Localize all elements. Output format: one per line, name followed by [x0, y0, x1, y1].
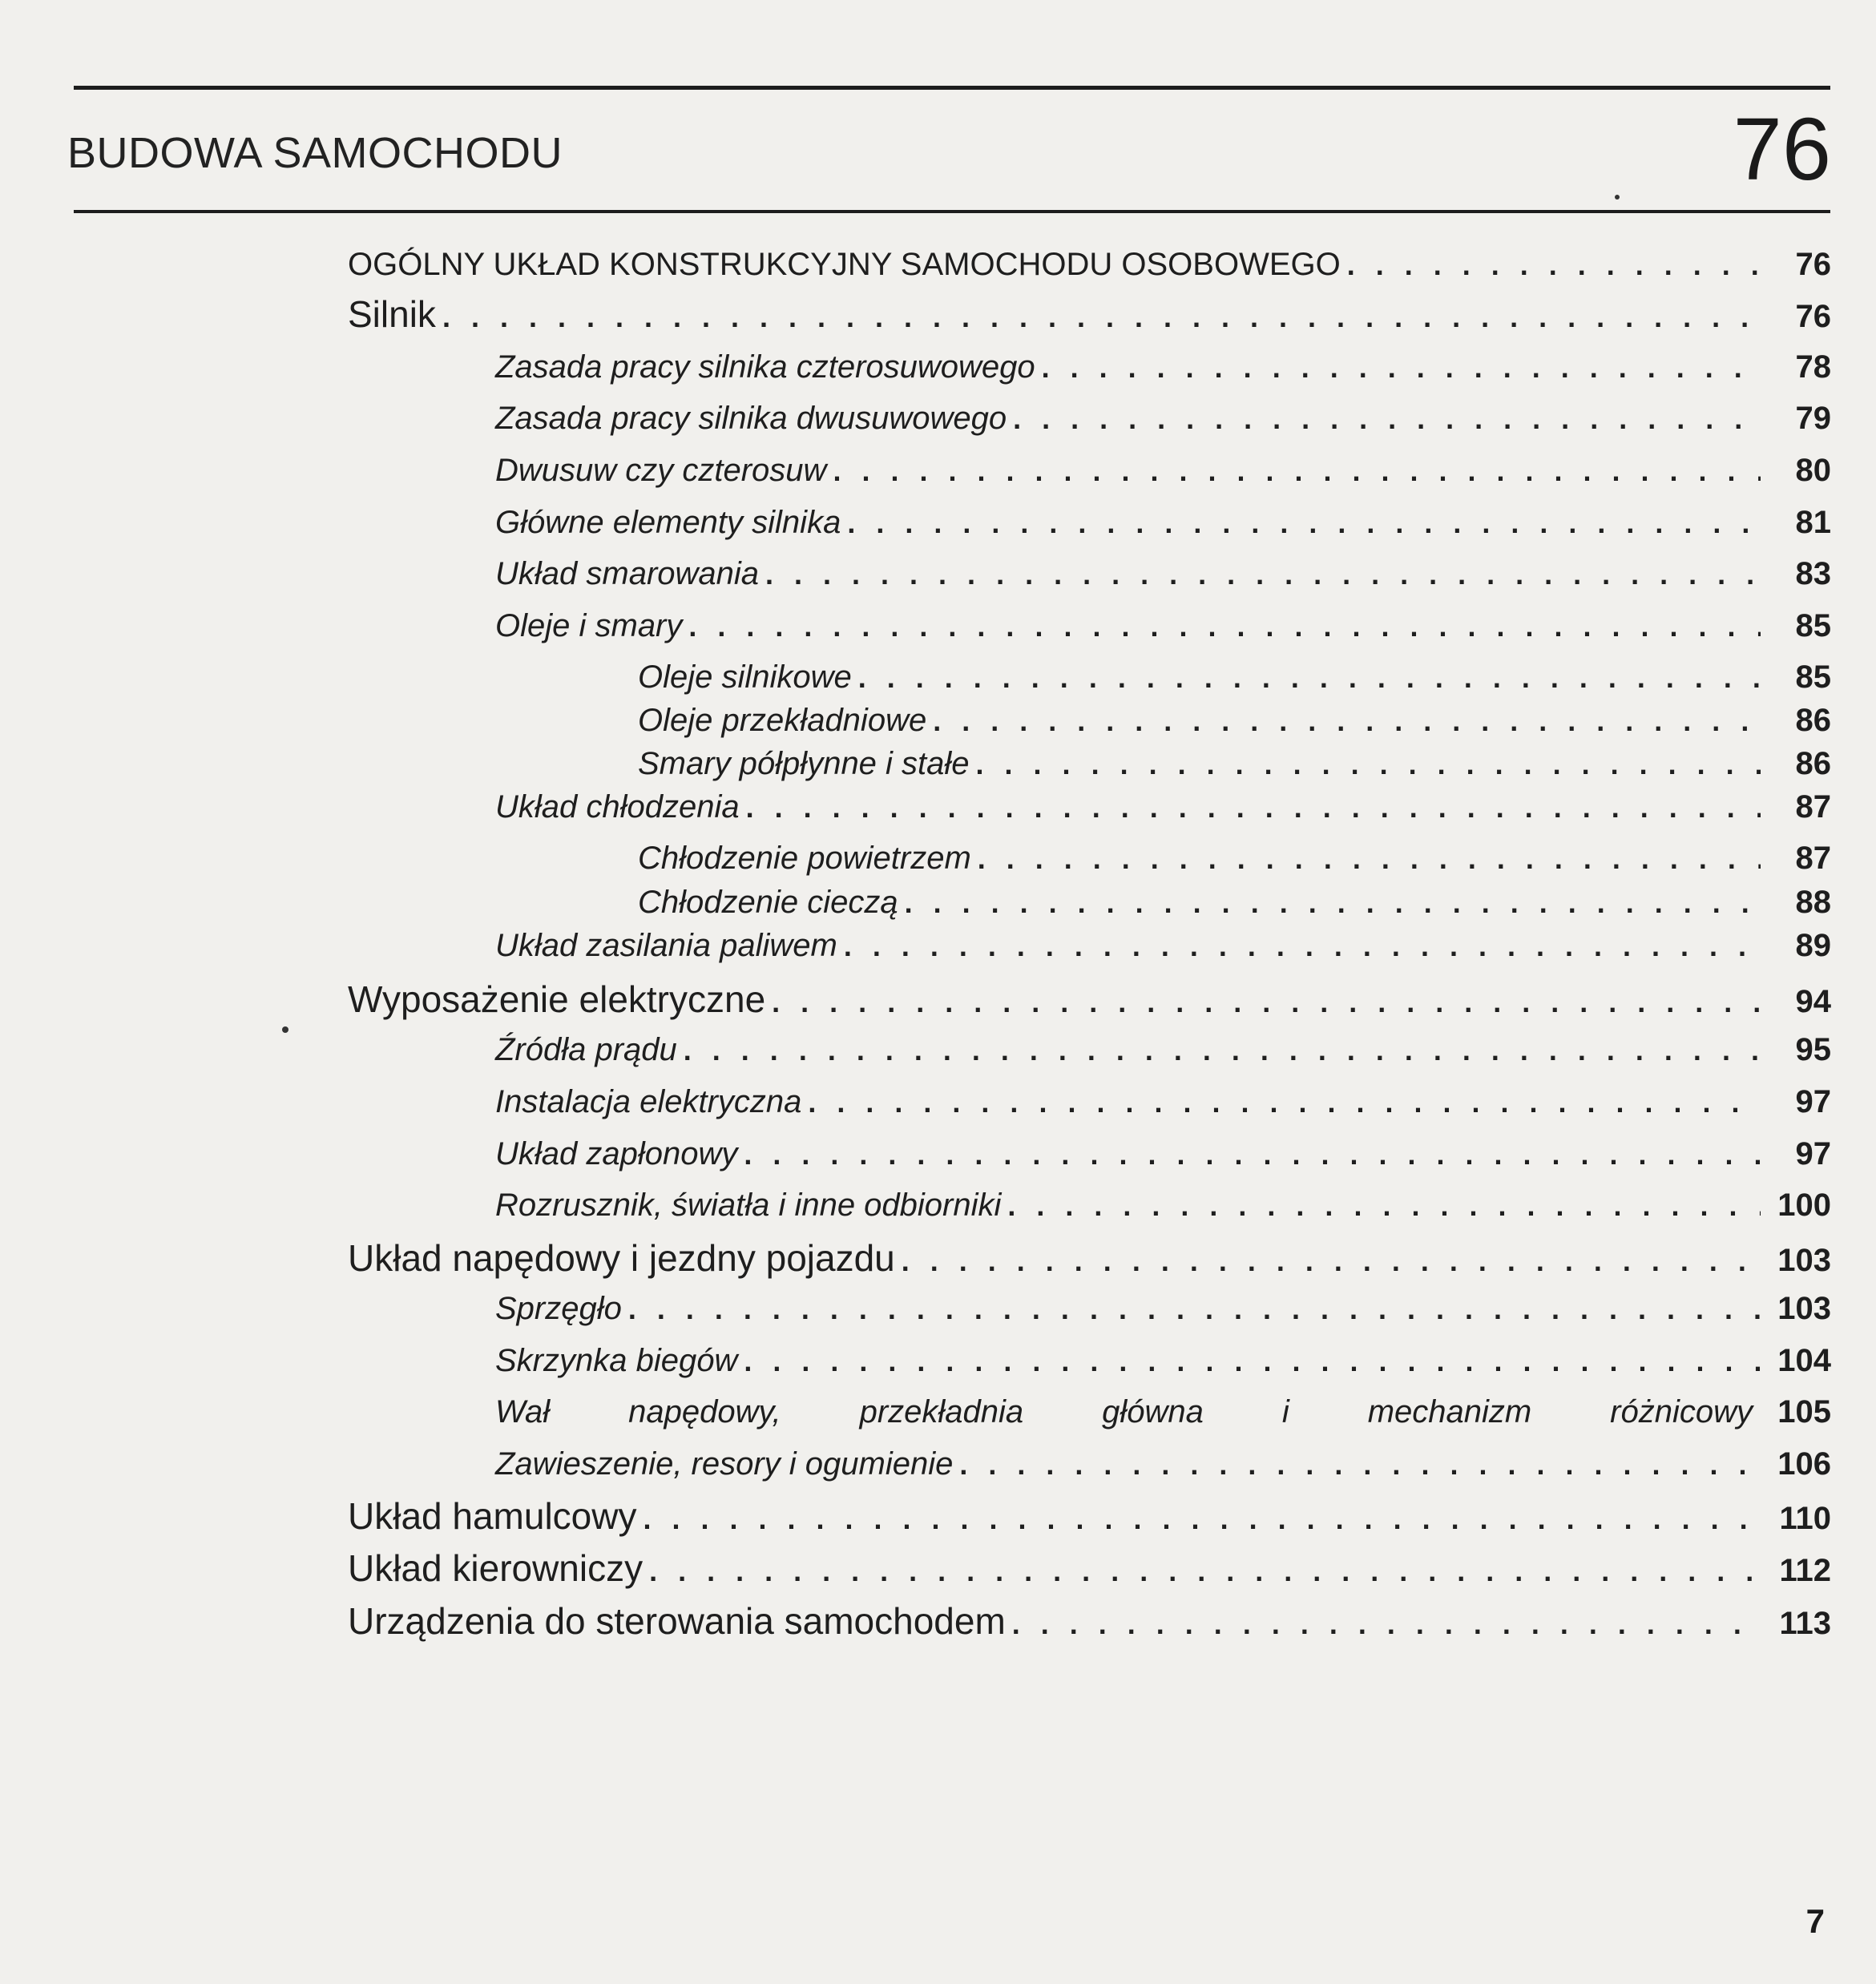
toc-word: i: [1281, 1394, 1289, 1430]
toc-entry: [348, 292, 1831, 336]
toc-entry: [495, 789, 1831, 825]
toc-entry-page: 100: [1777, 1188, 1831, 1223]
toc-word: główna: [1102, 1394, 1204, 1430]
toc-entry-page: 85: [1795, 659, 1831, 695]
dot-leader: [643, 1502, 1761, 1536]
toc-entry: [348, 1546, 1831, 1590]
toc-entry: [495, 1188, 1831, 1224]
toc-entry-page: 104: [1777, 1343, 1831, 1378]
section-title: BUDOWA SAMOCHODU: [67, 129, 563, 177]
toc-entry-page: 86: [1795, 703, 1831, 738]
toc-entry-title: Chłodzenie powietrzem: [638, 841, 971, 876]
dot-leader: [1013, 402, 1761, 436]
toc-entry: [495, 453, 1831, 489]
toc-entry-title: Układ smarowania: [495, 556, 760, 591]
toc-entry-title: Oleje przekładniowe: [638, 703, 927, 738]
toc-entry-page: 105: [1777, 1394, 1831, 1430]
toc-entry-title: Zasada pracy silnika dwusuwowego: [495, 401, 1007, 436]
toc-entry: [638, 659, 1831, 696]
toc-word: mechanizm: [1367, 1394, 1532, 1430]
toc-entry-title: OGÓLNY UKŁAD KONSTRUKCYJNY SAMOCHODU OSOBOWEGO: [348, 247, 1341, 282]
dot-leader: [976, 748, 1761, 781]
toc-word: przekładnia: [859, 1394, 1024, 1430]
toc-entry: [638, 703, 1831, 739]
toc-entry-page: 81: [1795, 505, 1831, 540]
print-speck: [1615, 195, 1620, 200]
toc-entry: [495, 349, 1831, 385]
toc-entry-page: 83: [1795, 556, 1831, 591]
toc-entry: [348, 1494, 1831, 1538]
toc-entry: [495, 505, 1831, 541]
toc-entry: [638, 746, 1831, 782]
dot-leader: [744, 1345, 1761, 1378]
dot-leader: [442, 300, 1761, 334]
dot-leader: [933, 704, 1761, 738]
dot-leader: [772, 986, 1761, 1019]
dot-leader: [1007, 1189, 1761, 1223]
toc-entry-page: 80: [1795, 453, 1831, 488]
toc-word: różnicowy: [1610, 1394, 1753, 1430]
toc-entry-page: 113: [1779, 1606, 1831, 1641]
header-bottom-rule: [74, 210, 1830, 213]
toc-entry-page: 97: [1795, 1136, 1831, 1171]
toc-entry-title: Dwusuw czy czterosuw: [495, 453, 827, 488]
dot-leader: [628, 1292, 1761, 1326]
dot-leader: [833, 454, 1761, 488]
toc-entry: [495, 1136, 1831, 1172]
toc-entry-title: Układ chłodzenia: [495, 789, 740, 825]
dot-leader: [847, 506, 1761, 540]
dot-leader: [978, 842, 1761, 876]
dot-leader: [1042, 351, 1761, 385]
dot-leader: [746, 791, 1761, 825]
dot-leader: [684, 1034, 1761, 1067]
toc-entry: [495, 608, 1831, 644]
toc-entry: [495, 401, 1831, 437]
toc-entry-title: Sprzęgło: [495, 1291, 622, 1326]
toc-entry: [495, 556, 1831, 592]
toc-entry-title: Układ kierowniczy: [348, 1547, 643, 1589]
toc-entry-page: 112: [1779, 1553, 1831, 1588]
toc-entry-page: 86: [1795, 746, 1831, 781]
toc-entry-page: 103: [1777, 1291, 1831, 1326]
toc-entry-page: 94: [1795, 984, 1831, 1019]
dot-leader: [844, 929, 1761, 963]
toc-entry-title: Silnik: [348, 293, 436, 335]
toc-entry-title: Oleje silnikowe: [638, 659, 852, 695]
page-folio: 7: [1805, 1902, 1825, 1940]
toc-entry-title: Chłodzenie cieczą: [638, 885, 898, 920]
toc-entry-title: Układ zasilania paliwem: [495, 928, 837, 963]
toc-entry-title: Zawieszenie, resory i ogumienie: [495, 1446, 954, 1482]
toc-entry: [495, 1446, 1831, 1482]
dot-leader: [1012, 1607, 1761, 1641]
toc-entry: [495, 1343, 1831, 1379]
dot-leader: [905, 886, 1761, 920]
toc-entry: [495, 1084, 1831, 1120]
toc-entry-title: Główne elementy silnika: [495, 505, 841, 540]
header-top-rule: [74, 86, 1830, 90]
toc-entry-title: Źródła prądu: [495, 1032, 677, 1067]
toc-entry: [495, 928, 1831, 964]
toc-entry: [348, 1599, 1831, 1643]
toc-entry-page: 103: [1777, 1243, 1831, 1278]
toc-entry-page: 110: [1779, 1501, 1831, 1536]
dot-leader: [744, 1138, 1761, 1171]
toc-entry-title: Zasada pracy silnika czterosuwowego: [495, 349, 1035, 385]
toc-entry-title: Smary półpłynne i stałe: [638, 746, 970, 781]
toc-entry: [348, 978, 1831, 1021]
dot-leader: [959, 1448, 1761, 1482]
toc-entry-page: 106: [1777, 1446, 1831, 1482]
toc-entry-page: 79: [1795, 401, 1831, 436]
toc-entry: [348, 247, 1831, 283]
toc-entry-justified: [495, 1394, 1831, 1430]
dot-leader: [765, 558, 1761, 591]
toc-entry-title: Układ zapłonowy: [495, 1136, 738, 1171]
toc-entry-title: Wyposażenie elektryczne: [348, 978, 766, 1020]
toc-entry-title: [495, 1394, 1753, 1430]
toc-entry-page: 78: [1795, 349, 1831, 385]
toc-word: napędowy,: [628, 1394, 781, 1430]
section-page-number: 76: [1733, 100, 1831, 199]
toc-entry: [495, 1032, 1831, 1068]
toc-entry-page: 95: [1795, 1032, 1831, 1067]
dot-leader: [858, 661, 1761, 695]
print-speck: [282, 1026, 288, 1033]
dot-leader: [808, 1086, 1761, 1119]
toc-entry-title: Instalacja elektryczna: [495, 1084, 802, 1119]
toc-entry: [348, 1236, 1831, 1280]
toc-entry: [638, 885, 1831, 921]
toc-entry-title: Urządzenia do sterowania samochodem: [348, 1600, 1006, 1642]
toc-entry-title: Układ napędowy i jezdny pojazdu: [348, 1237, 895, 1279]
toc-entry-title: Skrzynka biegów: [495, 1343, 738, 1378]
toc-entry-page: 87: [1795, 841, 1831, 876]
toc-entry: [495, 1291, 1831, 1327]
toc-entry: [638, 841, 1831, 877]
toc-entry-page: 76: [1795, 299, 1831, 334]
toc-entry-title: Oleje i smary: [495, 608, 683, 643]
toc-entry-page: 87: [1795, 789, 1831, 825]
dot-leader: [902, 1244, 1761, 1278]
toc-entry-title: Rozrusznik, światła i inne odbiorniki: [495, 1188, 1002, 1223]
toc-entry-page: 89: [1795, 928, 1831, 963]
toc-entry-title: Układ hamulcowy: [348, 1495, 637, 1537]
toc-entry-page: 85: [1795, 608, 1831, 643]
dot-leader: [688, 610, 1761, 643]
toc-entry-page: 76: [1795, 247, 1831, 282]
dot-leader: [1347, 248, 1761, 282]
toc-word: Wał: [495, 1394, 551, 1430]
toc-entry-page: 88: [1795, 885, 1831, 920]
dot-leader: [649, 1555, 1761, 1588]
toc-entry-page: 97: [1795, 1084, 1831, 1119]
